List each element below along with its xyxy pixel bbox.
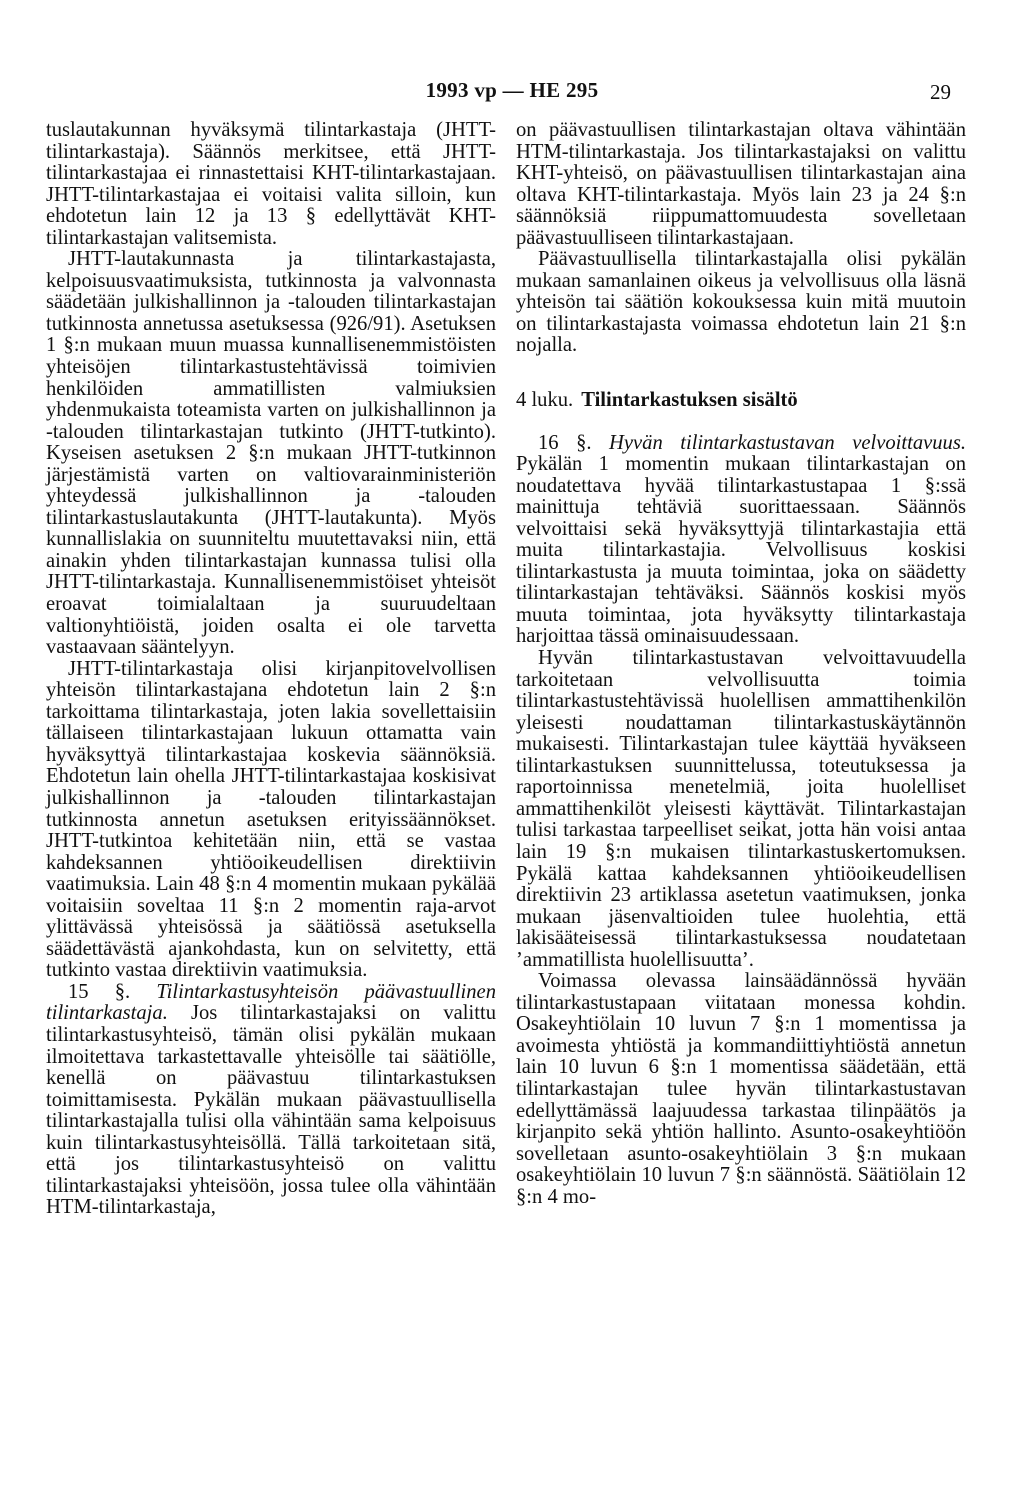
page-number: 29	[930, 80, 951, 104]
right-column	[516, 120, 966, 1208]
section-15-symbol: 15 §.	[68, 980, 131, 1003]
right-paragraph-2: Päävastuullisella tilintarkastajalla olisi pykälän mukaan samanlainen oikeus ja velvollisuus olla läsnä yhteisön tai säätiön kokouksessa kuin mitä muutoin on tilintarkastajasta voimassa ehdotetun lain 21 §:n nojalla.	[516, 248, 966, 357]
right-paragraph-1: on päävastuullisen tilintarkastajan oltava vähintään HTM-tilintarkastaja. Jos tilintarkastajaksi on valittu KHT-yhteisö, on päävastuullisen tilintarkastajan aina oltava KHT-tilintarkastaja. Myös lain 23 ja 24 §:n säännöksiä riippumattomuudesta sovelletaan päävastuulliseen tilintarkastajaan.	[516, 119, 966, 249]
section-16-title: Hyvän tilintarkastustavan velvoittavuus.	[609, 431, 967, 454]
left-paragraph-2: JHTT-lautakunnasta ja tilintarkastajasta, kelpoisuusvaatimuksista, tutkinnosta ja valvonnasta säädetään julkishallinnon ja -talouden tilintarkastajan tutkinnosta annetussa asetuksessa (926/91). Asetuksen 1 §:n mukaan muun muassa kunnallisenemmistöisten yhteisöjen tilintarkastustehtävissä toimivien henkilöiden ammatillisten valmiuksien yhdenmukaista toteamista varten on julkishallinnon ja -talouden tilintarkastajan tutkinto (JHTT-tutkinto). Kyseisen asetuksen 2 §:n mukaan JHTT-tutkinnon järjestämistä varten on valtiovarainministeriön yhteydessä julkishallinnon ja -talouden tilintarkastuslautakunta (JHTT-lautakunta). Myös kunnallislakia on suunniteltu muutettavaksi niin, että ainakin yhden tilintarkastajan kunnassa tulisi olla JHTT-tilintarkastaja. Kunnallisenemmistöiset yhteisöt eroavat toimialaltaan ja suuruudeltaan valtionyhtiöistä, joiden osalta ei ole tarvetta vastaavaan sääntelyyn.	[46, 248, 496, 659]
chapter-title: Tilintarkastuksen sisältö	[581, 389, 798, 412]
chapter-number: 4 luku.	[516, 389, 574, 412]
left-paragraph-3: JHTT-tilintarkastaja olisi kirjanpitovelvollisen yhteisön tilintarkastajana ehdotetun lain 2 §:n tarkoittama tilintarkastaja, joten lakia sovellettaisiin tällaiseen tilintarkastajaan lukuun ottamatta vain hyväksyttyä tilintarkastajaa koskevia säännöksiä. Ehdotetun lain ohella JHTT-tilintarkastajaa koskisivat julkishallinnon ja -talouden tilintarkastajan tutkinnosta annetun asetuksen erityissäännökset. JHTT-tutkintoa kehitetään niin, että se vastaa kahdeksannen yhtiöoikeudellisen direktiivin vaatimuksia. Lain 48 §:n 4 momentin mukaan pykälää voitaisiin soveltaa 11 §:n 2 momentin raja-arvot ylittävässä yhteisössä ja säätiössä asetuksella säädettävästä ajankohdasta, kun on selvitetty, että tutkinto vastaa direktiivin vaatimuksia.	[46, 657, 496, 982]
chapter-heading	[516, 390, 966, 412]
right-paragraph-3	[516, 433, 966, 648]
right-paragraph-5: Voimassa olevassa lainsäädännössä hyvään tilintarkastustapaan viitataan monessa kohdin. Osakeyhtiölain 10 luvun 7 §:n 1 momentissa ja avoimesta yhtiöstä ja kommandiittiyhtiöstä annetun lain 10 luvun 6 §:n 1 momentissa säädetään, että tilintarkastajan tulee hyvän tilintarkastustavan edellyttämässä laajuudessa tarkastaa tilinpäätös ja kirjanpito sekä yhtiön hallinto. Asunto-osakeyhtiöön sovelletaan asunto-osakeyhtiölain 3 §:n mukaan osakeyhtiölain 10 luvun 7 §:n säännöstä. Säätiölain 12 §:n 4 mo-	[516, 970, 966, 1208]
left-paragraph-4	[46, 982, 496, 1219]
section-16-text: Pykälän 1 momentin mukaan tilintarkastajan on noudatettava hyvää tilintarkastustapaa 1 §:ssä mainittuja tehtäviä suorittaessaan. Säännös velvoittaisi sekä hyväksyttyjä tilintarkastajia että muita tilintarkastajia. Velvollisuus koskisi tilintarkastusta ja muuta toimintaa, joka on säädetty tilintarkastajan tehtäväksi. Säännös koskisi myös muuta toimintaa, jota hyväksytty tilintarkastaja harjoittaa tässä ominaisuudessaan.	[516, 453, 966, 648]
left-column	[46, 120, 496, 1219]
page-header	[0, 70, 1024, 110]
running-head: 1993 vp — HE 295	[425, 78, 599, 102]
section-15-text: Jos tilintarkastajaksi on valittu tilintarkastusyhteisö, tämän olisi pykälän mukaan ilmoitettava tarkastettavalle yhteisölle tai säätiölle, kenellä on päävastuu tilintarkastuksen toimittamisesta. Pykälän mukaan päävastuullisella tilintarkastajalla tulisi olla vähintään sama kelpoisuus kuin tilintarkastusyhteisöllä. Tällä tarkoitetaan sitä, että jos tilintarkastusyhteisö on valittu tilintarkastajaksi yhteisöön, jossa tulee olla vähintään HTM-tilintarkastaja,	[46, 1002, 496, 1219]
left-paragraph-1: tuslautakunnan hyväksymä tilintarkastaja (JHTT-tilintarkastaja). Säännös merkitsee, että JHTT-tilintarkastajaa ei rinnastettaisi KHT-tilintarkastajaan. JHTT-tilintarkastajaa ei voitaisi valita silloin, kun ehdotetun lain 12 ja 13 § edellyttävät KHT-tilintarkastajan valitsemista.	[46, 119, 496, 249]
section-15-title: Tilintarkastusyhteisön päävastuullinen tilintarkastaja.	[46, 980, 496, 1025]
right-paragraph-4: Hyvän tilintarkastustavan velvoittavuudella tarkoitetaan velvollisuutta toimia tilintarkastustehtävissä huolellisen ammattihenkilön yleisesti noudattaman tilintarkastuskäytännön mukaisesti. Tilintarkastajan tulee käyttää hyväkseen tilintarkastuksen suunnittelussa, toteutuksessa ja raportoinnissa menetelmiä, joita huolelliset ammattihenkilöt yleisesti käyttävät. Tilintarkastajan tulisi tarkastaa tarpeelliset seikat, jotta hän voisi antaa lain 19 §:n mukaisen tilintarkastuskertomuksen. Pykälä kattaa kahdeksannen yhtiöoikeudellisen direktiivin 23 artiklassa asetetun vaatimuksen, jonka mukaan jäsenvaltioiden tulee huolehtia, että lakisääteisessä tilintarkastuksessa noudatetaan ’ammatillista huolellisuutta’.	[516, 647, 966, 971]
section-16-symbol: 16 §.	[538, 431, 592, 454]
